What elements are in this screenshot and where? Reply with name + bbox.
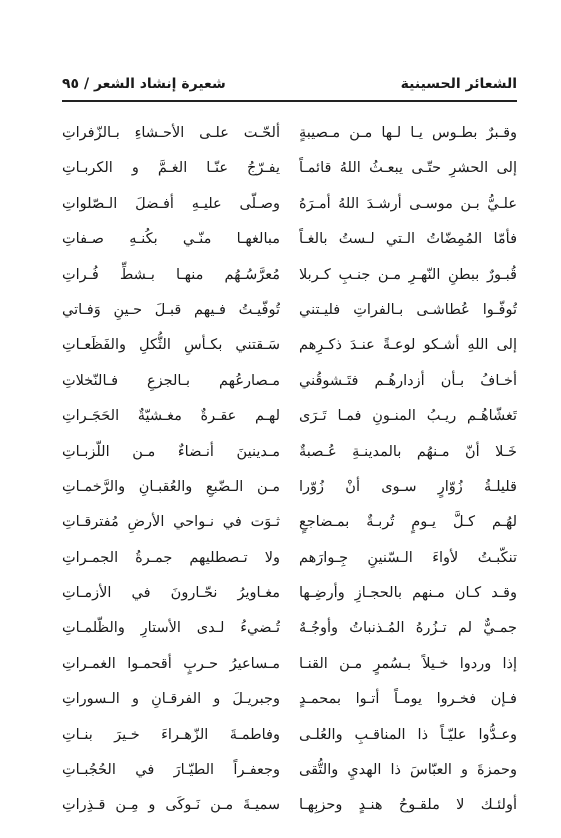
verse-line bbox=[62, 435, 517, 470]
second-hemistich: تُـضيءُ لـدى الأستارِ والظّلمـاتِ bbox=[62, 620, 280, 637]
verse-line bbox=[62, 682, 517, 717]
first-hemistich: وحمزةَ و العبّاسَ ذا الهديِ والتُّقى bbox=[299, 762, 517, 779]
verse-line bbox=[62, 753, 517, 788]
verse-line bbox=[62, 788, 517, 823]
verse-line bbox=[62, 258, 517, 293]
first-hemistich: وعـدُّوا عليّـاً ذا المناقـبِ والعُلـى bbox=[299, 726, 517, 743]
second-hemistich: تُوفّيـتُ فـيهم قبـلَ حـينِ وَفـاتي bbox=[62, 301, 280, 318]
first-hemistich: خَـلا أنّ مـنهُم بالمدينـةِ عُـصبةٌ bbox=[299, 443, 517, 460]
second-hemistich: سَـقتني بكـأسِ الثُّكلِ والفَظَعـاتِ bbox=[62, 337, 280, 354]
first-hemistich: فأمّا المُمِضّاتُ الـتي لـستُ بالغـاً bbox=[299, 231, 517, 248]
first-hemistich: أخـافُ بـأن أزدارهُـم فتَـشوقُني bbox=[299, 372, 517, 389]
verse-line bbox=[62, 647, 517, 682]
first-hemistich: تُوفّـوا عُطاشـى بـالفراتِ فليـتني bbox=[299, 301, 517, 318]
verse-line bbox=[62, 470, 517, 505]
verse-line bbox=[62, 328, 517, 363]
second-hemistich: وفاطمـةَ الزّهـراءَ خـيرَ بنـاتِ bbox=[62, 726, 280, 743]
verse-line bbox=[62, 151, 517, 186]
header-divider bbox=[62, 100, 517, 102]
first-hemistich: لهُـم كـلَّ يـومٍ تُربـةٌ بمـضاجعٍ bbox=[299, 514, 517, 531]
first-hemistich: علـيُّ بـن موسـى أرشـدَ اللهُ أمـرَهُ bbox=[299, 195, 517, 212]
verse-line bbox=[62, 576, 517, 611]
verse-line bbox=[62, 222, 517, 257]
second-hemistich: سميـةَ مـن نَـوكَى و مِـن قـذِراتِ bbox=[62, 797, 280, 814]
first-hemistich: قُبـورٌ ببطنِ النّهـرِ مـن جنـبِ كـربلا bbox=[299, 266, 517, 283]
book-title: الشعائر الحسينية bbox=[400, 76, 517, 92]
verse-line bbox=[62, 718, 517, 753]
first-hemistich: تنكّبـتُ لأواءَ الـسّنينِ جِـوارَهم bbox=[299, 549, 517, 566]
first-hemistich: أولئـك لا ملقـوحُ هنـدٍ وحزبِهـا bbox=[299, 797, 517, 814]
first-hemistich: وقـد كـان مـنهم بالحجـازِ وأرضِـها bbox=[299, 585, 517, 602]
second-hemistich: ولا تـصطليهم جمـرةُ الجمـراتِ bbox=[62, 549, 280, 566]
first-hemistich: قليلـةُ زُوّارٍ سـوى أنْ زُوّرا bbox=[299, 478, 517, 495]
verse-line bbox=[62, 293, 517, 328]
second-hemistich: مـدينينَ أنـضاءٌ مـن اللّزبـاتِ bbox=[62, 443, 280, 460]
second-hemistich: مـن الـضّبعِ والعُقبـانِ والرَّخمـاتِ bbox=[62, 478, 280, 495]
first-hemistich: فـإن فخـروا يومـاً أتـوا بمحمـدٍ bbox=[299, 691, 517, 708]
second-hemistich: ألحّـت علـى الأحـشاءِ بـالزّفراتِ bbox=[62, 125, 280, 141]
second-hemistich: مغـاويرُ نحّـارونَ في الأزمـاتِ bbox=[62, 585, 280, 602]
first-hemistich: وقـبرٌ بطـوس يـا لـها مـن مـصيبةٍ bbox=[299, 125, 517, 141]
second-hemistich: مبالغهـا منّـي بكُنـهِ صـفاتِ bbox=[62, 231, 280, 248]
second-hemistich: يفـرّجُ عنّـا الغـمَّ و الكربـاتِ bbox=[62, 160, 280, 177]
page-header bbox=[62, 76, 517, 98]
first-hemistich: إلى اللهِ أشـكو لوعـةً عنـدَ ذكـرِهم bbox=[299, 337, 517, 354]
first-hemistich: جمـيٌّ لم تـزُرهُ المُـذنباتُ وأوجُـهٌ bbox=[299, 620, 517, 637]
verse-line bbox=[62, 505, 517, 540]
verse-line bbox=[62, 399, 517, 434]
second-hemistich: وصـلّى عليـهِ أفـضلَ الـصّلواتِ bbox=[62, 195, 280, 212]
first-hemistich: إلى الحشرِ حتّـى يبعـثُ اللهُ قائمـاً bbox=[299, 160, 517, 177]
verse-line bbox=[62, 364, 517, 399]
poem-verses bbox=[62, 116, 517, 824]
chapter-and-page-number: شعيرة إنشاد الشعر / ٩٥ bbox=[62, 76, 226, 92]
second-hemistich: وجعفـراً الطيّـارَ في الحُجُبـاتِ bbox=[62, 762, 280, 779]
second-hemistich: مـساعيرُ حـربٍ أقحمـوا الغمـراتِ bbox=[62, 655, 280, 672]
verse-line bbox=[62, 611, 517, 646]
second-hemistich: مـصارعُهم بـالجزعِ فـالنّخلاتِ bbox=[62, 372, 280, 389]
verse-line bbox=[62, 187, 517, 222]
second-hemistich: لهـم عقـرةٌ مغـشيّةٌ الحَجَـراتِ bbox=[62, 408, 280, 425]
second-hemistich: مُعرَّسُـهُم منهـا بـشطِّ فُـراتِ bbox=[62, 266, 280, 283]
second-hemistich: وجبريـلَ و الفرقـانِ و الـسوراتِ bbox=[62, 691, 280, 708]
first-hemistich: إذا وردوا خـيلاً بـسُمرٍ مـن القنـا bbox=[299, 655, 517, 672]
verse-line bbox=[62, 541, 517, 576]
second-hemistich: ثـوَت في نـواحي الأرضِ مُفترقـاتِ bbox=[62, 514, 280, 531]
first-hemistich: تَغشّاهُـم ريـبُ المنـونِ فمـا تَـرَى bbox=[299, 408, 517, 425]
verse-line bbox=[62, 116, 517, 151]
